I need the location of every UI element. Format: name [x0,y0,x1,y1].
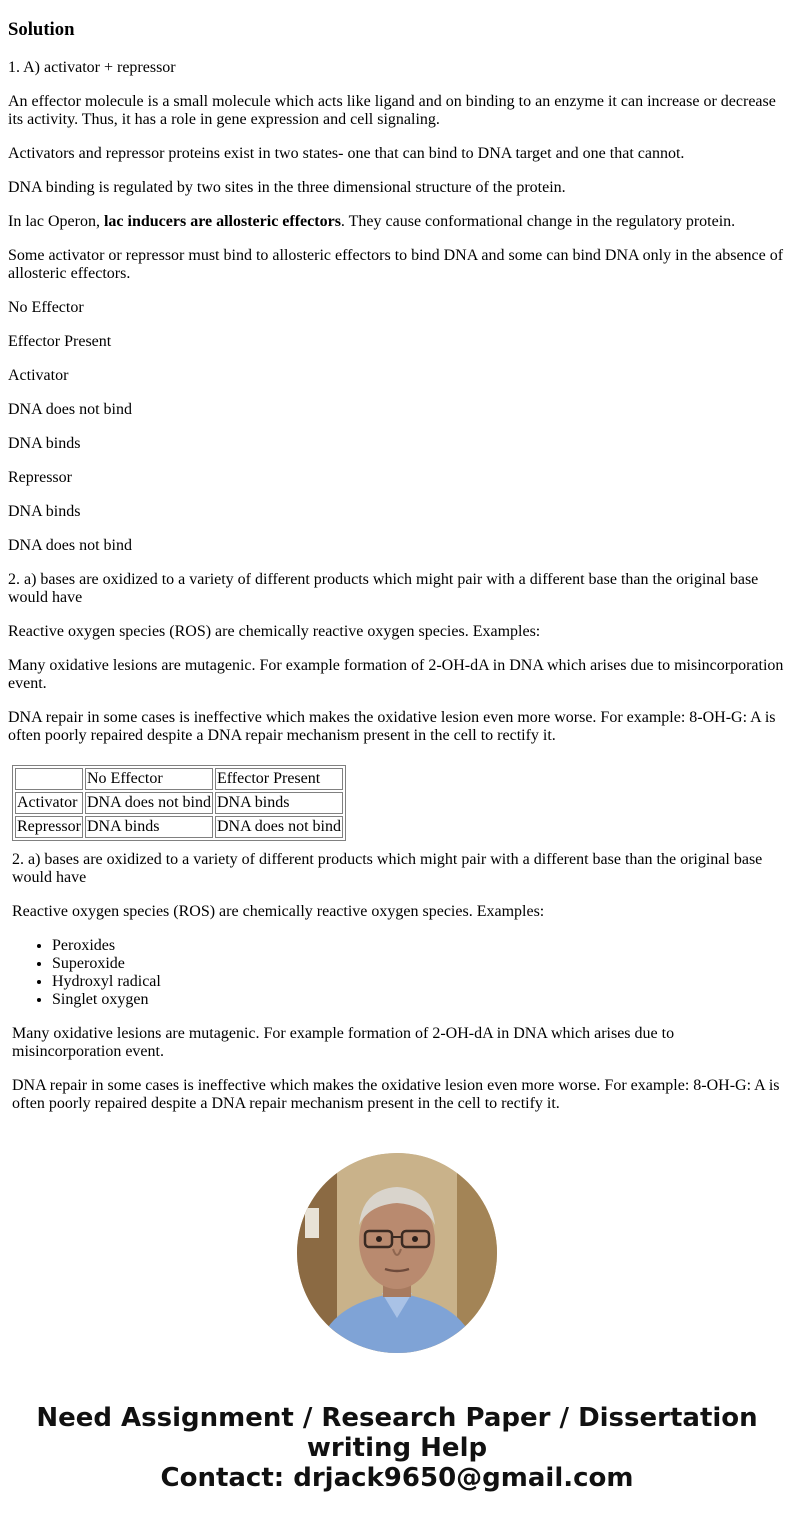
lac-bold-text: lac inducers are allosteric effectors [103,213,341,230]
table-cell: DNA binds [215,792,343,814]
flat-dna-not-bind-1: DNA does not bind [8,401,132,418]
mutagenic-paragraph-repeat: Many oxidative lesions are mutagenic. For example formation of 2-OH-dA in DNA which arises due to misincorporation event. [12,1025,675,1060]
table-cell: No Effector [85,768,213,790]
footer-contact: Contact: drjack9650@gmail.com [160,1463,634,1493]
repair-paragraph-repeat: DNA repair in some cases is ineffective which makes the oxidative lesion even more worse. For example: 8-OH-G: A is often poorly repaired despite a DNA repair mechanism present in the cell to rectify it. [12,1077,780,1112]
flat-repressor: Repressor [8,469,72,486]
ros-paragraph: Reactive oxygen species (ROS) are chemically reactive oxygen species. Examples: [8,623,541,640]
table-cell: Activator [15,792,83,814]
table-cell: DNA does not bind [215,816,343,838]
author-avatar [297,1153,497,1353]
table-cell: Effector Present [215,768,343,790]
list-item: • Hydroxyl radical [52,973,752,991]
effector-definition: An effector molecule is a small molecule which acts like ligand and on binding to an enzyme it can increase or decrease its activity. Thus, it has a role in gene expression and cell signaling. [8,93,776,128]
repair-paragraph: DNA repair in some cases is ineffective which makes the oxidative lesion even more worse. For example: 8-OH-G: A is often poorly repaired despite a DNA repair mechanism present in the cell to rectify it. [8,709,776,744]
q2a-paragraph-repeat: 2. a) bases are oxidized to a variety of different products which might pair with a different base than the original base would have [12,851,763,886]
footer-line-2: writing Help [306,1433,488,1463]
list-item: • Singlet oxygen [52,991,752,1009]
two-states-paragraph: Activators and repressor proteins exist in two states- one that can bind to DNA target and one that cannot. [8,145,685,162]
table-row [15,816,343,838]
table-cell: Repressor [15,816,83,838]
allosteric-paragraph: Some activator or repressor must bind to allosteric effectors to bind DNA and some can bind DNA only in the absence of allosteric effectors. [8,247,784,282]
ros-examples-list [12,937,752,1009]
solution-heading: Solution [8,19,75,40]
table-cell: DNA does not bind [85,792,213,814]
q1-answer: 1. A) activator + repressor [8,59,176,76]
ros-paragraph-repeat: Reactive oxygen species (ROS) are chemically reactive oxygen species. Examples: [12,903,545,920]
table-cell: DNA binds [85,816,213,838]
mutagenic-paragraph: Many oxidative lesions are mutagenic. For example formation of 2-OH-dA in DNA which arises due to misincorporation event. [8,657,784,692]
flat-no-effector: No Effector [8,299,84,316]
lac-operon-paragraph [8,213,786,231]
footer-promo [0,1403,794,1493]
table-row [15,792,343,814]
flat-dna-binds-2: DNA binds [8,503,81,520]
list-item: • Peroxides [52,937,752,955]
lac-prefix: In lac Operon, [8,213,104,230]
binding-sites-paragraph: DNA binding is regulated by two sites in the three dimensional structure of the protein. [8,179,566,196]
flat-activator: Activator [8,367,69,384]
flat-dna-not-bind-2: DNA does not bind [8,537,132,554]
flat-dna-binds-1: DNA binds [8,435,81,452]
footer-line-1: Need Assignment / Research Paper / Dissertation [36,1403,758,1433]
effector-table [12,765,346,841]
lac-suffix: . They cause conformational change in the regulatory protein. [340,213,736,230]
q2a-paragraph: 2. a) bases are oxidized to a variety of different products which might pair with a different base than the original base would have [8,571,759,606]
author-portrait-image [297,1153,497,1353]
list-item: • Superoxide [52,955,752,973]
flat-effector-present: Effector Present [8,333,112,350]
table-header-row [15,768,343,790]
table-cell [15,768,83,790]
